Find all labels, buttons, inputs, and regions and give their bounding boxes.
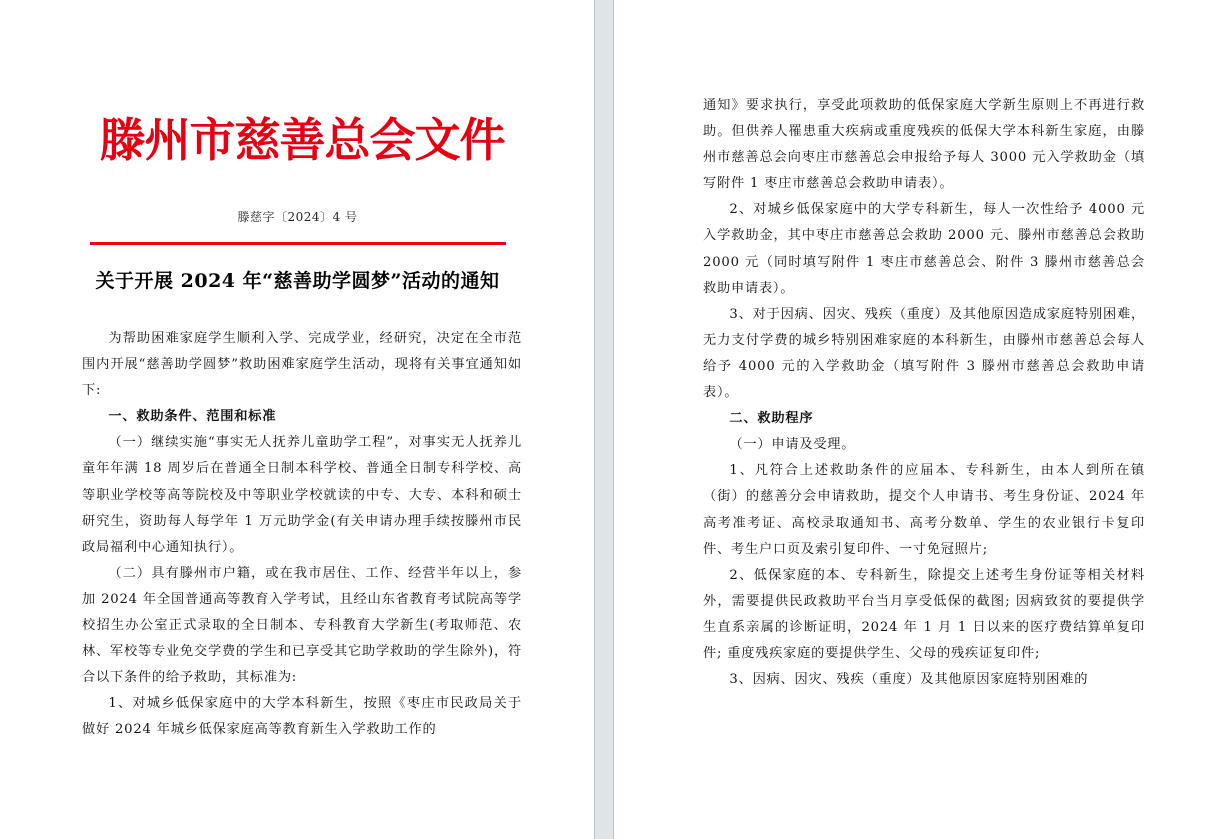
red-divider-line <box>90 242 506 245</box>
left-page-body <box>82 326 522 744</box>
paragraph: 1、对城乡低保家庭中的大学本科新生，按照《枣庄市民政局关于做好 2024 年城乡低保家庭高等教育新生入学救助工作的 <box>82 696 522 738</box>
document-number: 滕慈字〔2024〕4 号 <box>237 210 358 224</box>
right-page <box>613 0 1208 839</box>
section-heading: 一、救助条件、范围和标准 <box>108 409 277 425</box>
document-header: 滕州市慈善总会文件 <box>99 113 505 167</box>
paragraph: 3、因病、因灾、残疾（重度）及其他原因家庭特别困难的 <box>729 672 1089 688</box>
paragraph: 为帮助困难家庭学生顺利入学、完成学业，经研究，决定在全市范围内开展“慈善助学圆梦”救助困难家庭学生活动，现将有关事宜通知如下: <box>82 331 522 399</box>
paragraph: 3、对于因病、因灾、残疾（重度）及其他原因造成家庭特别困难，无力支付学费的城乡特别困难家庭的本科新生，由滕州市慈善总会每人给予 4000 元的入学救助金（填写附件 3 滕州市慈善总会救助申请表）。 <box>703 306 1145 401</box>
paragraph: 2、对城乡低保家庭中的大学专科新生，每人一次性给予 4000 元入学救助金，其中枣庄市慈善总会救助 2000 元、滕州市慈善总会救助 2000 元（同时填写附件 1 枣庄市慈善总会、附件 3 滕州市慈善总会救助申请表）。 <box>703 202 1145 296</box>
paragraph: 通知》要求执行，享受此项救助的低保家庭大学新生原则上不再进行救助。但供养人罹患重大疾病或重度残疾的低保大学本科新生家庭，由滕州市慈善总会向枣庄市慈善总会申报给予每人 3000 元入学救助金（填写附件 1 枣庄市慈善总会救助申请表）。 <box>703 98 1145 192</box>
paragraph: （一）申请及受理。 <box>729 437 856 453</box>
left-page <box>0 0 595 839</box>
right-page-body <box>703 93 1145 693</box>
page-gap <box>596 0 612 839</box>
notice-title: 关于开展 2024 年“慈善助学圆梦”活动的通知 <box>95 270 500 292</box>
paragraph: 1、凡符合上述救助条件的应届本、专科新生，由本人到所在镇（街）的慈善分会申请救助，提交个人申请书、考生身份证、2024 年高考准考证、高校录取通知书、高考分数单、学生的农业银行卡复印件、考生户口页及索引复印件、一寸免冠照片; <box>703 463 1145 557</box>
paragraph: （一）继续实施“事实无人抚养儿童助学工程”，对事实无人抚养儿童年年满 18 周岁后在普通全日制本科学校、普通全日制专科学校、高等职业学校等高等院校及中等职业学校就读的中专、大专、本科和硕士研究生，资助每人每学年 1 万元助学金(有关申请办理手续按滕州市民政局福利中心通知执行）。 <box>82 435 522 555</box>
section-heading: 二、救助程序 <box>729 411 814 427</box>
paragraph: （二）具有滕州市户籍，或在我市居住、工作、经营半年以上，参加 2024 年全国普通高等教育入学考试，且经山东省教育考试院高等学校招生办公室正式录取的全日制本、专科教育大学新生(考取师范、农林、军校等专业免交学费的学生和已享受其它助学救助的学生除外)，符合以下条件的给予救助，其标准为: <box>82 565 522 686</box>
paragraph: 2、低保家庭的本、专科新生，除提交上述考生身份证等相关材料外，需要提供民政救助平台当月享受低保的截图; 因病致贫的要提供学生直系亲属的诊断证明，2024 年 1 月 1 日以来的医疗费结算单复印件; 重度残疾家庭的要提供学生、父母的残疾证复印件; <box>703 567 1145 661</box>
